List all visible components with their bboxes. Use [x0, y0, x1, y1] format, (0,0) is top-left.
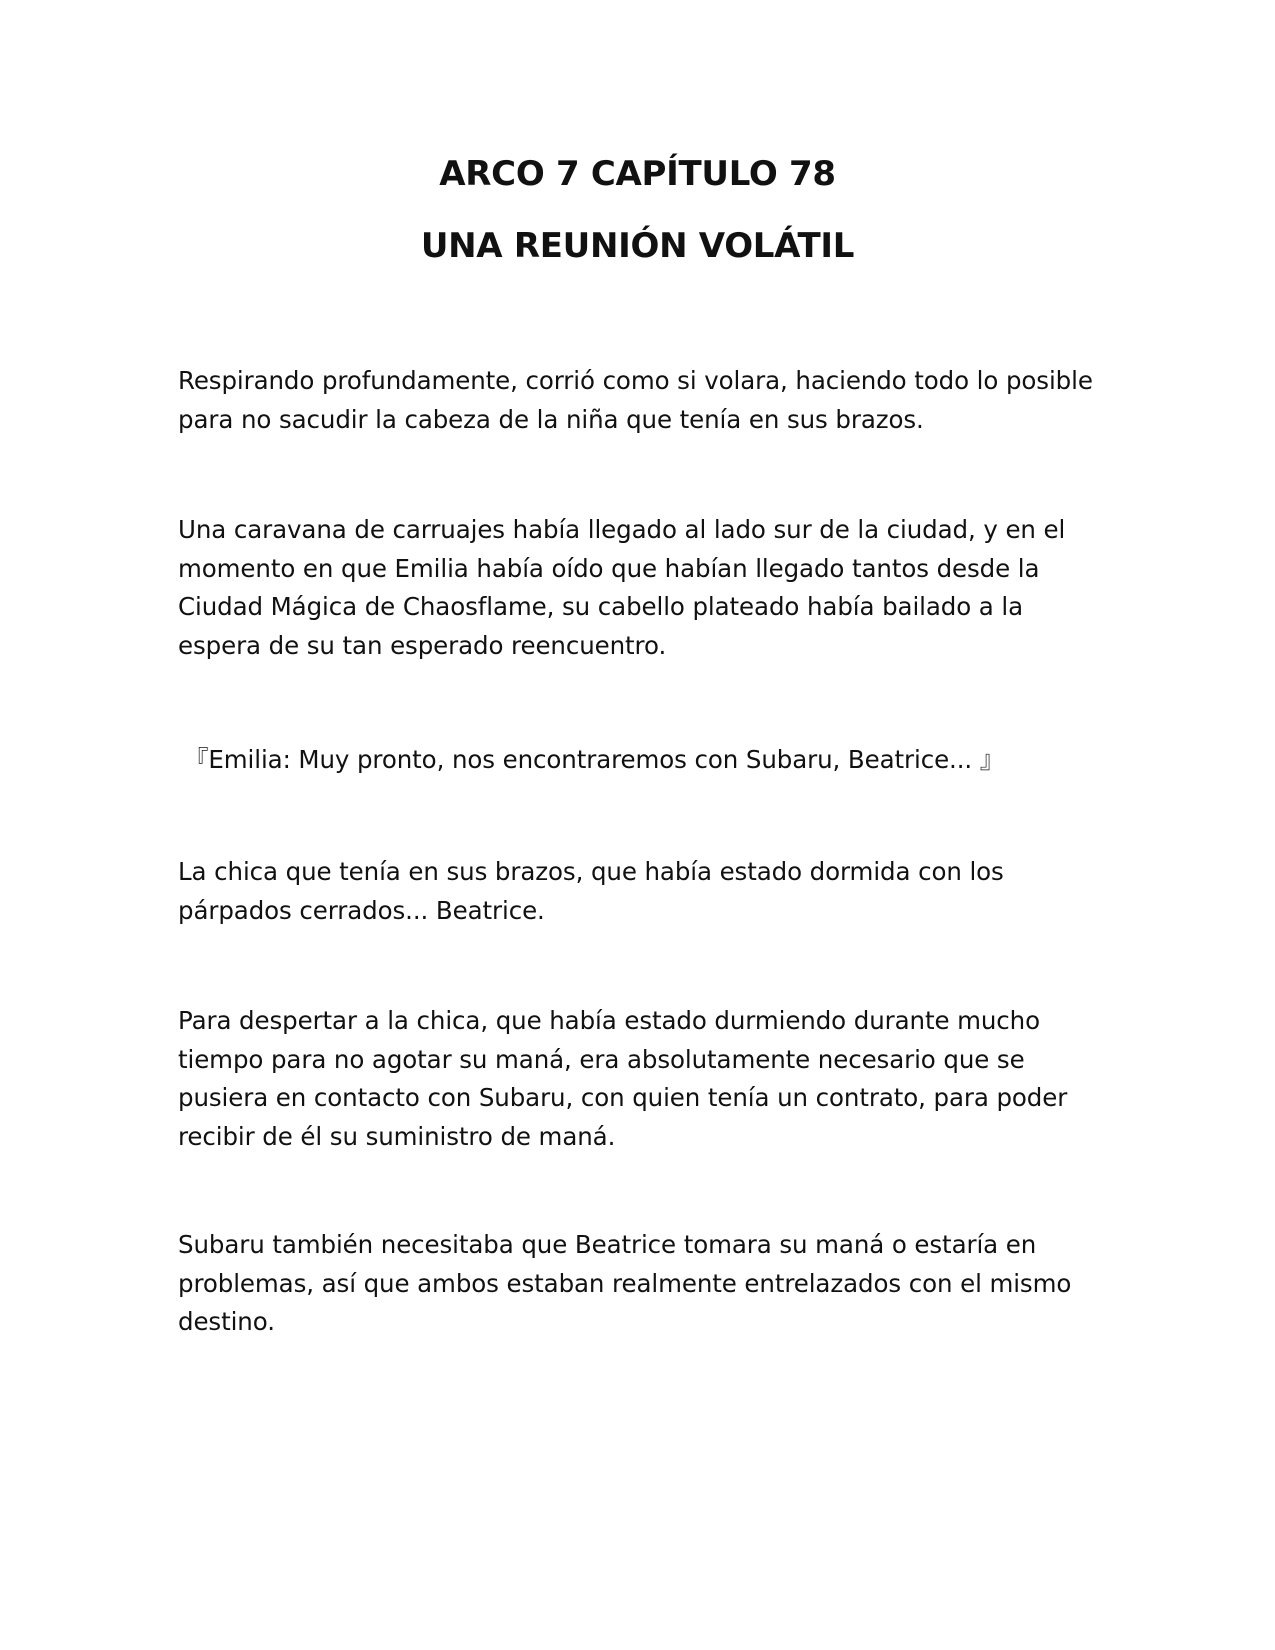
paragraph: Una caravana de carruajes había llegado al lado sur de la ciudad, y en el momento en que Emilia había oído que habían llegado tantos desde la Ciudad Mágica de Chaosflame, su cabello plateado había bailado a la espera de su tan esperado reencuentro.	[178, 515, 1066, 660]
chapter-subtitle: UNA REUNIÓN VOLÁTIL	[420, 226, 855, 266]
paragraph: La chica que tenía en sus brazos, que había estado dormida con los párpados cerrados... Beatrice.	[178, 857, 1004, 925]
paragraph: Respirando profundamente, corrió como si volara, haciendo todo lo posible para no sacudir la cabeza de la niña que tenía en sus brazos.	[178, 366, 1093, 434]
dialogue-line: 『Emilia: Muy pronto, nos encontraremos con Subaru, Beatrice... 』	[184, 745, 1005, 774]
paragraph: Para despertar a la chica, que había estado durmiendo durante mucho tiempo para no agotar su maná, era absolutamente necesario que se pusiera en contacto con Subaru, con quien tenía un contrato, para poder recibir de él su suministro de maná.	[178, 1006, 1068, 1151]
paragraph: Subaru también necesitaba que Beatrice tomara su maná o estaría en problemas, así que ambos estaban realmente entrelazados con el mismo destino.	[178, 1230, 1072, 1336]
chapter-title: ARCO 7 CAPÍTULO 78	[439, 154, 836, 194]
